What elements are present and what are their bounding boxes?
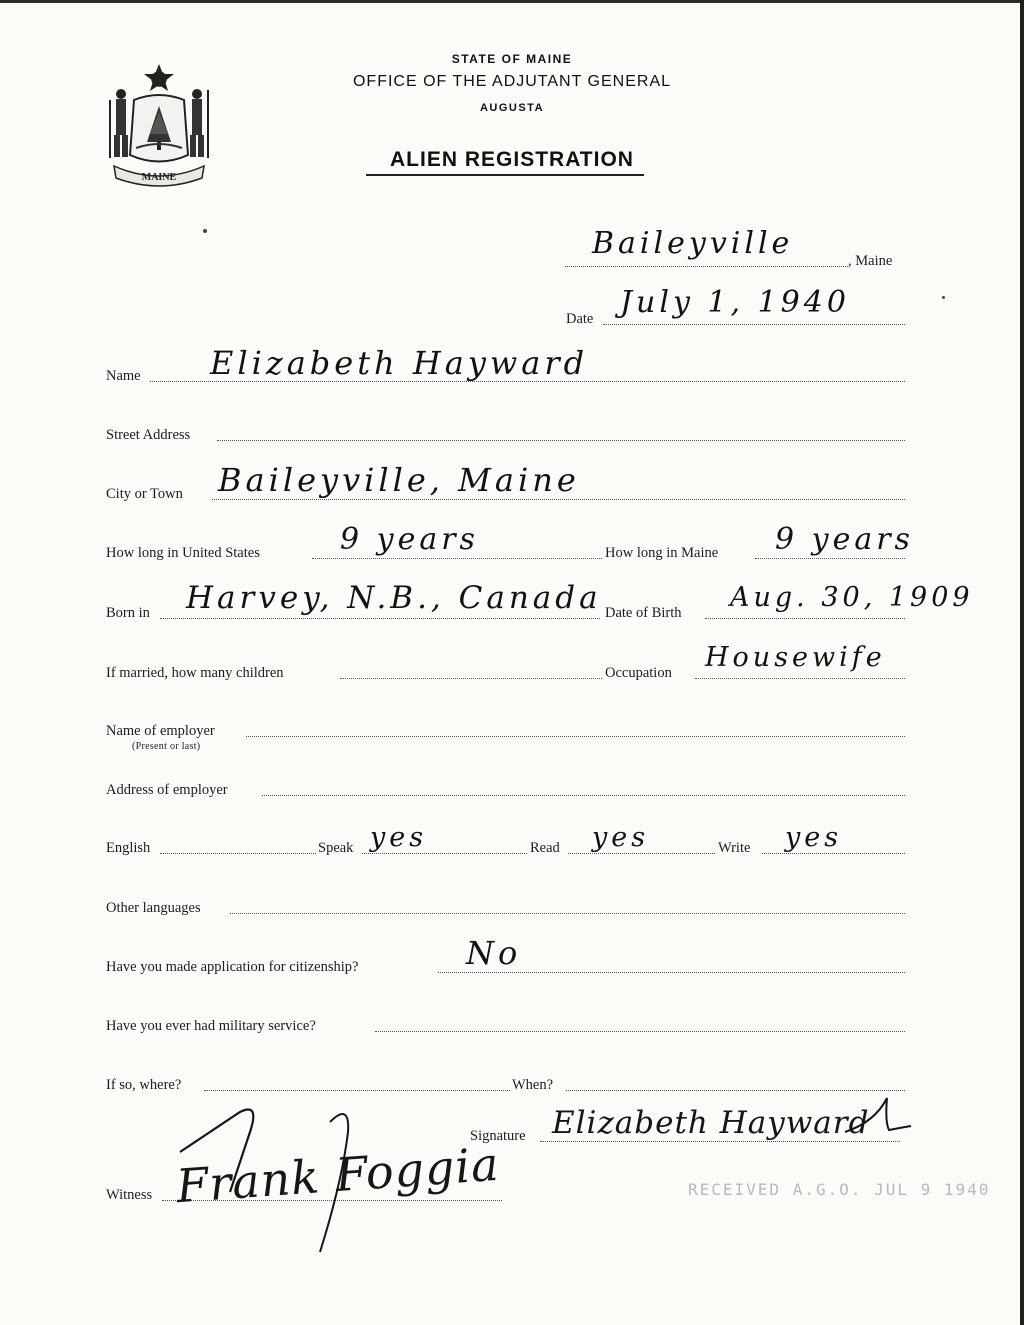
speak-value: yes — [370, 822, 428, 853]
write-value: yes — [785, 822, 843, 853]
received-stamp: RECEIVED A.G.O. JUL 9 1940 — [688, 1180, 991, 1199]
city-line — [212, 499, 905, 500]
us-duration-label: How long in United States — [106, 545, 260, 561]
when-line — [566, 1090, 905, 1091]
write-line — [762, 853, 905, 854]
when-label: When? — [512, 1077, 554, 1093]
children-label: If married, how many children — [106, 665, 284, 681]
where-label: If so, where? — [106, 1077, 182, 1093]
english-line — [160, 853, 316, 854]
city-heading: AUGUSTA — [479, 102, 545, 114]
dob-line — [705, 618, 905, 619]
us-duration-value: 9 years — [340, 522, 479, 557]
citizenship-label: Have you made application for citizenship? — [106, 959, 359, 975]
form-title: ALIEN REGISTRATION — [390, 148, 634, 171]
us-duration-line — [312, 558, 602, 559]
name-value: Elizabeth Hayward — [210, 344, 589, 382]
ink-speck — [203, 229, 207, 233]
write-label: Write — [718, 840, 751, 856]
speak-label: Speak — [318, 840, 354, 856]
seal-label: MAINE — [141, 172, 177, 183]
citizenship-value: No — [466, 934, 522, 972]
dob-value: Aug. 30, 1909 — [730, 582, 974, 613]
street-label: Street Address — [106, 427, 191, 443]
street-line — [217, 440, 905, 441]
other-languages-label: Other languages — [106, 900, 201, 916]
read-label: Read — [530, 840, 560, 856]
witness-label: Witness — [106, 1187, 153, 1203]
employer-line — [246, 736, 905, 737]
place-line — [565, 266, 848, 267]
title-underline — [366, 174, 644, 176]
maine-duration-line — [755, 558, 905, 559]
ink-speck — [942, 296, 945, 299]
read-value: yes — [592, 822, 650, 853]
applicant-signature: Elizabeth Hayward — [552, 1105, 870, 1141]
military-line — [375, 1031, 905, 1032]
read-line — [568, 853, 715, 854]
citizenship-line — [438, 972, 905, 973]
occupation-line — [695, 678, 905, 679]
born-line — [160, 618, 600, 619]
speak-line — [362, 853, 527, 854]
where-line — [204, 1090, 510, 1091]
maine-duration-value: 9 years — [775, 522, 914, 557]
employer-label: Name of employer — [106, 723, 215, 739]
date-value: July 1, 1940 — [620, 285, 850, 320]
city-label: City or Town — [106, 486, 183, 502]
employer-address-label: Address of employer — [106, 782, 228, 798]
witness-flourish — [170, 1092, 410, 1262]
english-label: English — [106, 840, 151, 856]
born-label: Born in — [106, 605, 150, 621]
occupation-value: Housewife — [705, 642, 886, 673]
employer-address-line — [262, 795, 905, 796]
signature-label: Signature — [470, 1128, 526, 1144]
place-value: Baileyville — [592, 226, 794, 261]
date-label: Date — [566, 311, 594, 327]
maine-duration-label: How long in Maine — [605, 545, 719, 561]
maine-suffix: , Maine — [848, 253, 893, 269]
employer-sublabel: (Present or last) — [132, 741, 201, 752]
born-value: Harvey, N.B., Canada — [186, 580, 602, 616]
children-line — [340, 678, 602, 679]
office-heading: OFFICE OF THE ADJUTANT GENERAL — [352, 73, 672, 90]
name-label: Name — [106, 368, 141, 384]
state-heading: STATE OF MAINE — [451, 52, 573, 66]
city-value: Baileyville, Maine — [218, 461, 580, 499]
signature-flourish — [835, 1092, 915, 1142]
military-label: Have you ever had military service? — [106, 1018, 316, 1034]
date-line — [603, 324, 905, 325]
occupation-label: Occupation — [605, 665, 672, 681]
dob-label: Date of Birth — [605, 605, 682, 621]
witness-signature: Frank Foggia — [174, 1136, 502, 1214]
other-languages-line — [230, 913, 905, 914]
